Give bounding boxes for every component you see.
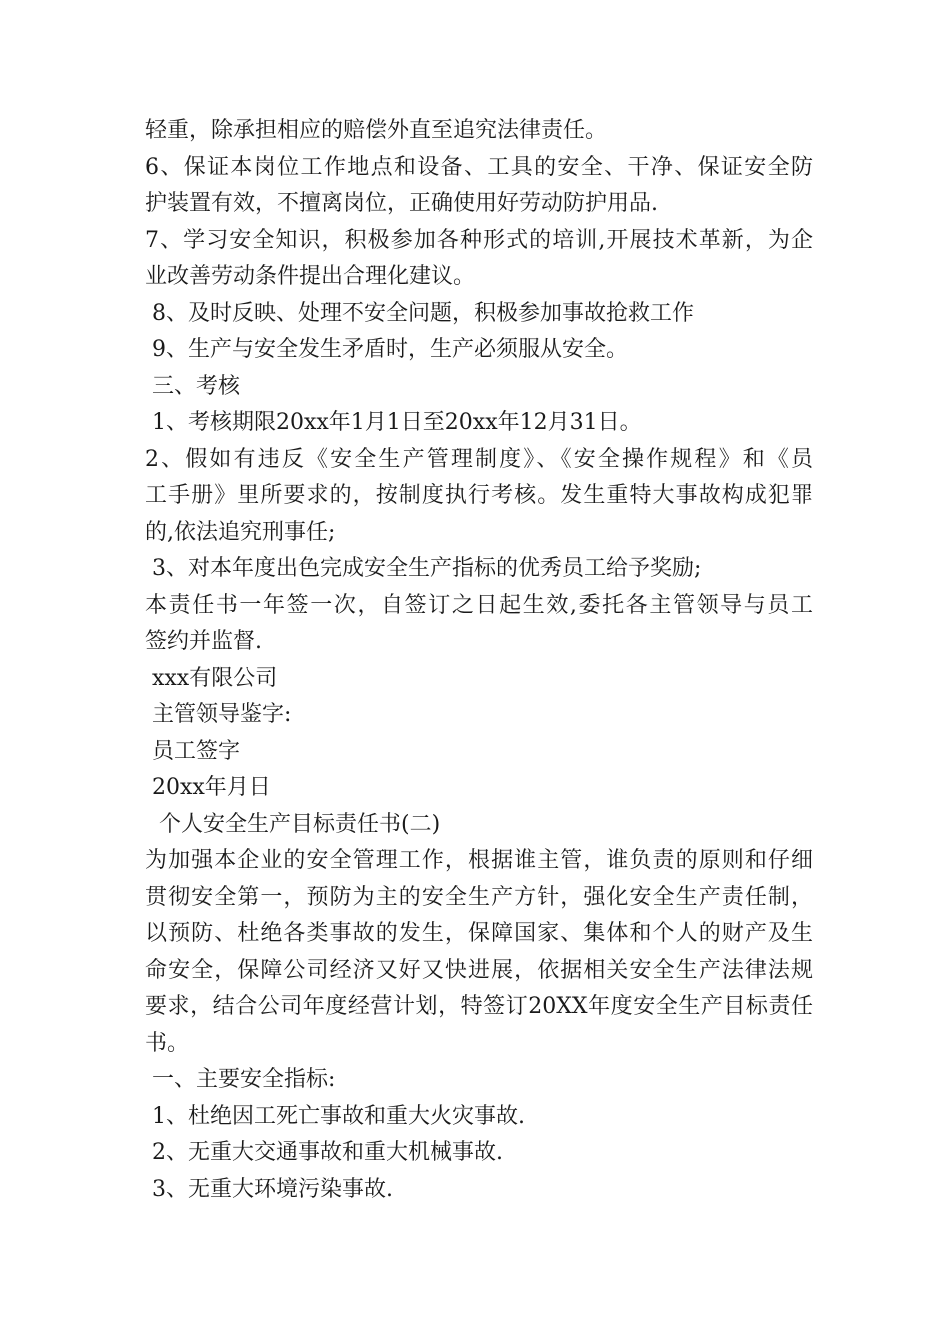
- document-body: [145, 113, 813, 1208]
- text-line: 2、假如有违反《安全生产管理制度》、《安全操作规程》和《员: [145, 446, 813, 472]
- text-line: 书。: [145, 1030, 190, 1056]
- section-heading: 三、考核: [145, 373, 240, 399]
- text-line: 的,依法追究刑事任;: [145, 519, 336, 545]
- text-line: 7、学习安全知识，积极参加各种形式的培训,开展技术革新，为企: [145, 227, 813, 253]
- section-heading: 一、主要安全指标:: [145, 1067, 336, 1092]
- text-line: 签约并监督.: [145, 629, 262, 654]
- text-line: 贯彻安全第一，预防为主的安全生产方针，强化安全生产责任制，: [145, 884, 813, 910]
- text-line: 护装置有效，不擅离岗位，正确使用好劳动防护用品.: [145, 191, 658, 216]
- signature-label: 员工签字: [145, 738, 240, 764]
- text-line: 8、及时反映、处理不安全问题，积极参加事故抢救工作: [145, 300, 694, 326]
- text-line: 9、生产与安全发生矛盾时，生产必须服从安全。: [145, 337, 628, 362]
- date-line: 20xx年月日: [145, 775, 271, 800]
- text-line: 以预防、杜绝各类事故的发生，保障国家、集体和个人的财产及生: [145, 921, 813, 946]
- signature-label: 主管领导鉴字:: [145, 702, 292, 727]
- text-line: 3、对本年度出色完成安全生产指标的优秀员工给予奖励;: [145, 556, 702, 581]
- document-title: 个人安全生产目标责任书(二): [145, 811, 441, 837]
- text-line: 本责任书一年签一次，自签订之日起生效,委托各主管领导与员工: [145, 592, 813, 618]
- text-line: 2、无重大交通事故和重大机械事故.: [145, 1140, 503, 1165]
- text-line: 命安全，保障公司经济又好又快进展，依据相关安全生产法律法规: [145, 957, 813, 983]
- text-line: 业改善劳动条件提出合理化建议。: [145, 264, 476, 289]
- text-line: 要求，结合公司年度经营计划，特签订20XX年度安全生产目标责任: [145, 994, 813, 1019]
- text-line: 工手册》里所要求的，按制度执行考核。发生重特大事故构成犯罪: [145, 483, 813, 508]
- text-line: 轻重，除承担相应的赔偿外直至追究法律责任。: [145, 118, 608, 143]
- company-name: xxx有限公司: [145, 665, 278, 691]
- text-line: 1、考核期限20xx年1月1日至20xx年12月31日。: [145, 410, 642, 435]
- text-line: 6、保证本岗位工作地点和设备、工具的安全、干净、保证安全防: [145, 154, 813, 180]
- text-line: 3、无重大环境污染事故.: [145, 1176, 393, 1202]
- text-line: 为加强本企业的安全管理工作，根据谁主管，谁负责的原则和仔细: [145, 848, 813, 873]
- text-line: 1、杜绝因工死亡事故和重大火灾事故.: [145, 1103, 525, 1129]
